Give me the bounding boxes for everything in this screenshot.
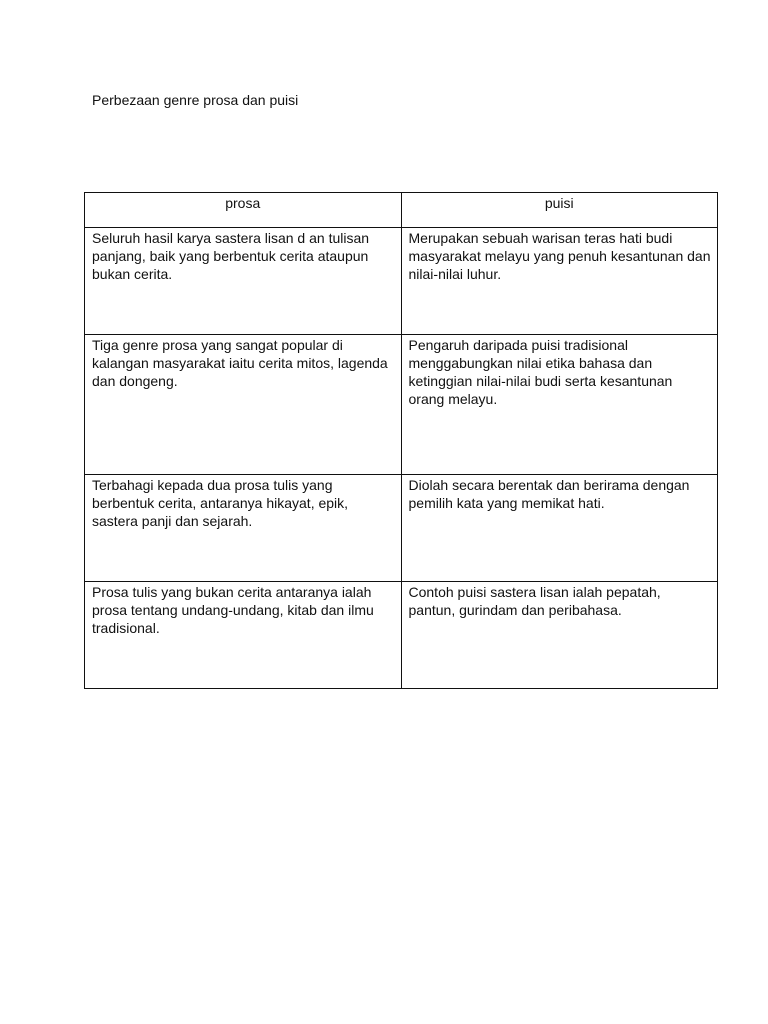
comparison-table [84,192,718,689]
cell-text: Contoh puisi sastera lisan ialah pepatah, pantun, gurindam dan peribahasa. [408,584,661,618]
table-cell-prosa [85,475,402,582]
cell-text: Terbahagi kepada dua prosa tulis yang berbentuk cerita, antaranya hikayat, epik, sastera panji dan sejarah. [92,477,349,529]
table-row [85,582,718,689]
document-title: Perbezaan genre prosa dan puisi [92,92,299,108]
cell-text: Prosa tulis yang bukan cerita antaranya ialah prosa tentang undang-undang, kitab dan ilmu tradisional. [92,584,374,636]
cell-text: Pengaruh daripada puisi tradisional menggabungkan nilai etika bahasa dan ketinggian nilai-nilai budi serta kesantunan orang melayu. [408,337,673,407]
table-row [85,335,718,475]
table-row [85,228,718,335]
table-cell-puisi [401,582,718,689]
column-header-prosa: prosa [85,193,402,228]
table-cell-prosa [85,582,402,689]
cell-text: Diolah secara berentak dan berirama dengan pemilih kata yang memikat hati. [408,477,690,511]
cell-text: Seluruh hasil karya sastera lisan d an tulisan panjang, baik yang berbentuk cerita ataupun bukan cerita. [92,230,370,282]
cell-text: Tiga genre prosa yang sangat popular di kalangan masyarakat iaitu cerita mitos, lagenda dan dongeng. [92,337,388,389]
column-header-puisi: puisi [401,193,718,228]
table-header-row [85,193,718,228]
table-cell-puisi [401,475,718,582]
cell-text: Merupakan sebuah warisan teras hati budi masyarakat melayu yang penuh kesantunan dan nilai-nilai luhur. [408,230,711,282]
table-cell-puisi [401,228,718,335]
table-cell-prosa [85,228,402,335]
table-cell-prosa [85,335,402,475]
table-row [85,475,718,582]
table-cell-puisi [401,335,718,475]
